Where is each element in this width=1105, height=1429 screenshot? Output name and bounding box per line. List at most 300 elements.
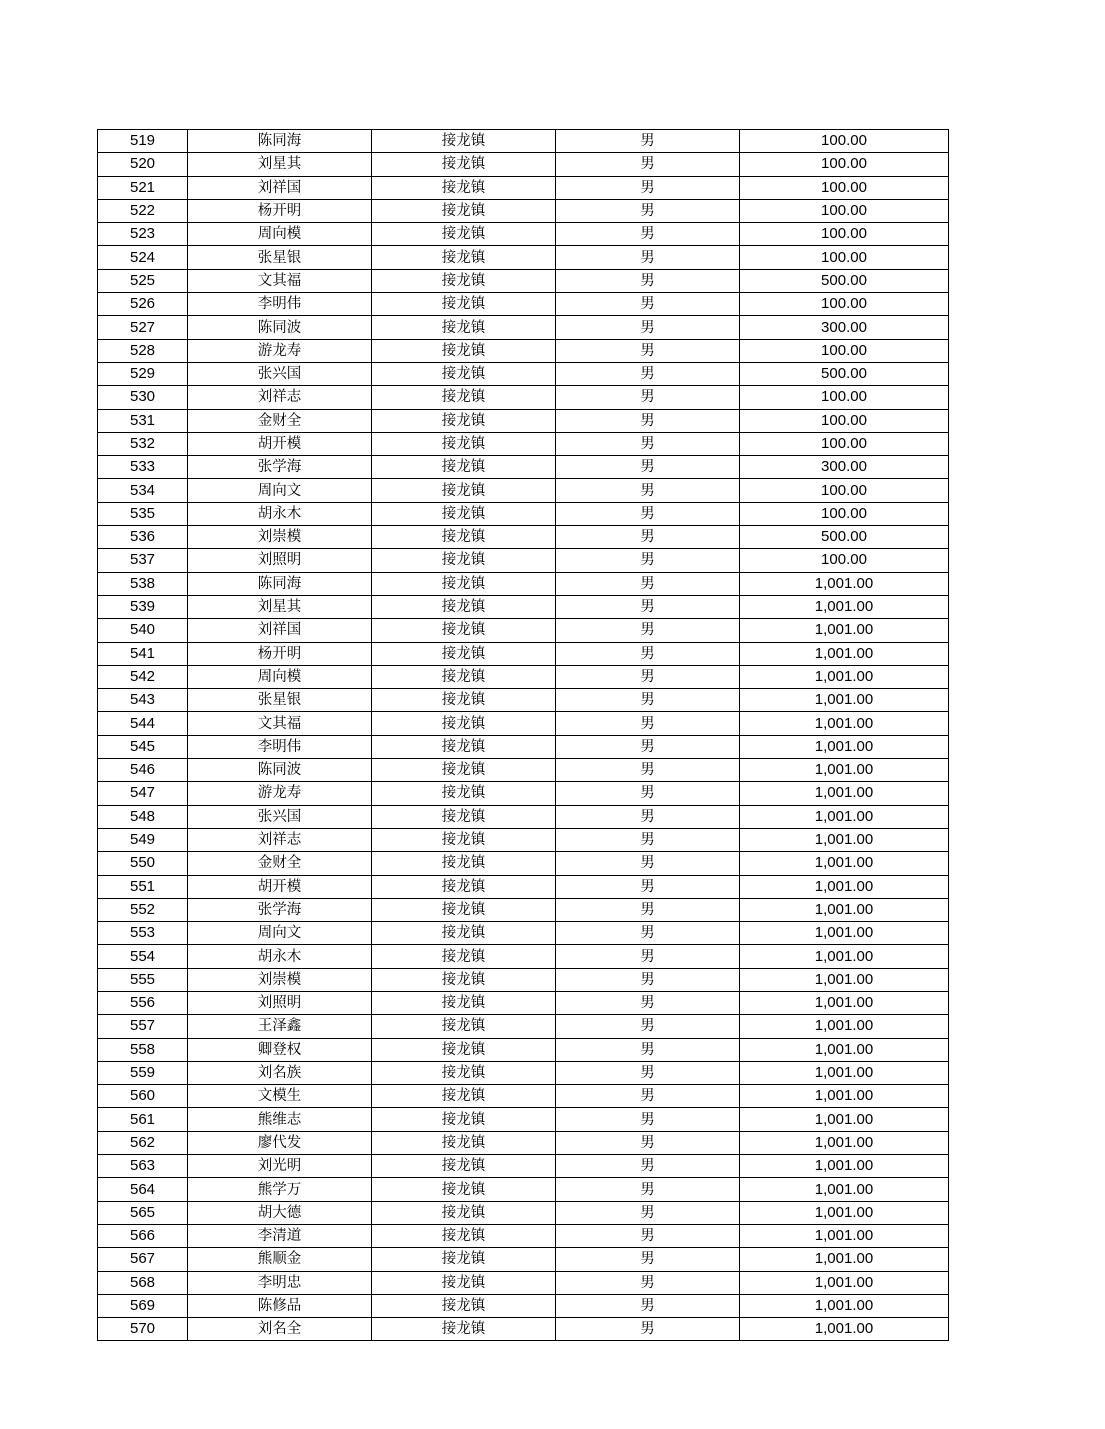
town-cell: 接龙镇 xyxy=(372,875,556,898)
table-row xyxy=(98,1085,949,1108)
town-cell: 接龙镇 xyxy=(372,1224,556,1247)
table-row xyxy=(98,1108,949,1131)
name-cell: 刘祥国 xyxy=(188,619,372,642)
table-row xyxy=(98,689,949,712)
row-number-cell: 564 xyxy=(98,1178,188,1201)
name-cell: 张学海 xyxy=(188,898,372,921)
amount-cell: 1,001.00 xyxy=(740,945,949,968)
name-cell: 刘星其 xyxy=(188,595,372,618)
table-row xyxy=(98,269,949,292)
town-cell: 接龙镇 xyxy=(372,1271,556,1294)
row-number-cell: 522 xyxy=(98,199,188,222)
gender-cell: 男 xyxy=(556,968,740,991)
gender-cell: 男 xyxy=(556,898,740,921)
row-number-cell: 519 xyxy=(98,130,188,153)
gender-cell: 男 xyxy=(556,269,740,292)
amount-cell: 500.00 xyxy=(740,526,949,549)
name-cell: 刘崇模 xyxy=(188,968,372,991)
town-cell: 接龙镇 xyxy=(372,805,556,828)
row-number-cell: 560 xyxy=(98,1085,188,1108)
row-number-cell: 546 xyxy=(98,759,188,782)
amount-cell: 1,001.00 xyxy=(740,1108,949,1131)
town-cell: 接龙镇 xyxy=(372,922,556,945)
name-cell: 陈同波 xyxy=(188,759,372,782)
name-cell: 张星银 xyxy=(188,246,372,269)
gender-cell: 男 xyxy=(556,549,740,572)
row-number-cell: 520 xyxy=(98,153,188,176)
amount-cell: 1,001.00 xyxy=(740,805,949,828)
name-cell: 游龙寿 xyxy=(188,782,372,805)
table-row xyxy=(98,1015,949,1038)
town-cell: 接龙镇 xyxy=(372,1178,556,1201)
name-cell: 胡永木 xyxy=(188,945,372,968)
row-number-cell: 567 xyxy=(98,1248,188,1271)
town-cell: 接龙镇 xyxy=(372,246,556,269)
name-cell: 刘崇模 xyxy=(188,526,372,549)
row-number-cell: 563 xyxy=(98,1155,188,1178)
amount-cell: 1,001.00 xyxy=(740,595,949,618)
name-cell: 陈同海 xyxy=(188,572,372,595)
table-body xyxy=(98,130,949,1341)
gender-cell: 男 xyxy=(556,1178,740,1201)
amount-cell: 1,001.00 xyxy=(740,922,949,945)
row-number-cell: 540 xyxy=(98,619,188,642)
table-row xyxy=(98,293,949,316)
row-number-cell: 534 xyxy=(98,479,188,502)
amount-cell: 1,001.00 xyxy=(740,852,949,875)
gender-cell: 男 xyxy=(556,991,740,1014)
row-number-cell: 524 xyxy=(98,246,188,269)
name-cell: 杨开明 xyxy=(188,642,372,665)
town-cell: 接龙镇 xyxy=(372,456,556,479)
amount-cell: 100.00 xyxy=(740,549,949,572)
row-number-cell: 527 xyxy=(98,316,188,339)
amount-cell: 1,001.00 xyxy=(740,898,949,921)
amount-cell: 1,001.00 xyxy=(740,968,949,991)
amount-cell: 1,001.00 xyxy=(740,1131,949,1154)
name-cell: 李明伟 xyxy=(188,293,372,316)
town-cell: 接龙镇 xyxy=(372,153,556,176)
town-cell: 接龙镇 xyxy=(372,386,556,409)
table-row xyxy=(98,852,949,875)
name-cell: 刘名族 xyxy=(188,1061,372,1084)
town-cell: 接龙镇 xyxy=(372,479,556,502)
amount-cell: 500.00 xyxy=(740,269,949,292)
row-number-cell: 535 xyxy=(98,502,188,525)
town-cell: 接龙镇 xyxy=(372,1061,556,1084)
town-cell: 接龙镇 xyxy=(372,269,556,292)
gender-cell: 男 xyxy=(556,1201,740,1224)
row-number-cell: 556 xyxy=(98,991,188,1014)
amount-cell: 1,001.00 xyxy=(740,735,949,758)
gender-cell: 男 xyxy=(556,502,740,525)
amount-cell: 100.00 xyxy=(740,409,949,432)
town-cell: 接龙镇 xyxy=(372,199,556,222)
name-cell: 张兴国 xyxy=(188,805,372,828)
table-row xyxy=(98,432,949,455)
name-cell: 熊学万 xyxy=(188,1178,372,1201)
gender-cell: 男 xyxy=(556,479,740,502)
table-row xyxy=(98,130,949,153)
gender-cell: 男 xyxy=(556,665,740,688)
town-cell: 接龙镇 xyxy=(372,735,556,758)
name-cell: 文其福 xyxy=(188,269,372,292)
amount-cell: 1,001.00 xyxy=(740,875,949,898)
amount-cell: 500.00 xyxy=(740,362,949,385)
amount-cell: 1,001.00 xyxy=(740,782,949,805)
town-cell: 接龙镇 xyxy=(372,712,556,735)
row-number-cell: 541 xyxy=(98,642,188,665)
town-cell: 接龙镇 xyxy=(372,665,556,688)
table-row xyxy=(98,223,949,246)
table-row xyxy=(98,1294,949,1317)
name-cell: 周向文 xyxy=(188,479,372,502)
town-cell: 接龙镇 xyxy=(372,293,556,316)
gender-cell: 男 xyxy=(556,1061,740,1084)
row-number-cell: 558 xyxy=(98,1038,188,1061)
gender-cell: 男 xyxy=(556,362,740,385)
town-cell: 接龙镇 xyxy=(372,502,556,525)
amount-cell: 100.00 xyxy=(740,479,949,502)
table-row xyxy=(98,735,949,758)
table-row xyxy=(98,549,949,572)
table-row xyxy=(98,502,949,525)
town-cell: 接龙镇 xyxy=(372,1085,556,1108)
gender-cell: 男 xyxy=(556,386,740,409)
town-cell: 接龙镇 xyxy=(372,362,556,385)
row-number-cell: 562 xyxy=(98,1131,188,1154)
gender-cell: 男 xyxy=(556,852,740,875)
table-row xyxy=(98,153,949,176)
town-cell: 接龙镇 xyxy=(372,526,556,549)
table-row xyxy=(98,456,949,479)
row-number-cell: 532 xyxy=(98,432,188,455)
town-cell: 接龙镇 xyxy=(372,619,556,642)
amount-cell: 1,001.00 xyxy=(740,689,949,712)
row-number-cell: 550 xyxy=(98,852,188,875)
name-cell: 刘名全 xyxy=(188,1318,372,1341)
table-row xyxy=(98,526,949,549)
name-cell: 张学海 xyxy=(188,456,372,479)
name-cell: 李明伟 xyxy=(188,735,372,758)
table-row xyxy=(98,1271,949,1294)
row-number-cell: 565 xyxy=(98,1201,188,1224)
amount-cell: 1,001.00 xyxy=(740,1085,949,1108)
gender-cell: 男 xyxy=(556,246,740,269)
table-row xyxy=(98,945,949,968)
row-number-cell: 554 xyxy=(98,945,188,968)
table-row xyxy=(98,362,949,385)
amount-cell: 300.00 xyxy=(740,316,949,339)
name-cell: 杨开明 xyxy=(188,199,372,222)
table-row xyxy=(98,1155,949,1178)
name-cell: 胡开模 xyxy=(188,432,372,455)
name-cell: 陈同海 xyxy=(188,130,372,153)
gender-cell: 男 xyxy=(556,1155,740,1178)
amount-cell: 1,001.00 xyxy=(740,759,949,782)
gender-cell: 男 xyxy=(556,1294,740,1317)
name-cell: 周向模 xyxy=(188,665,372,688)
table-row xyxy=(98,339,949,362)
name-cell: 金财全 xyxy=(188,852,372,875)
table-row xyxy=(98,619,949,642)
name-cell: 刘祥志 xyxy=(188,828,372,851)
amount-cell: 1,001.00 xyxy=(740,1038,949,1061)
table-row xyxy=(98,1178,949,1201)
gender-cell: 男 xyxy=(556,223,740,246)
name-cell: 周向模 xyxy=(188,223,372,246)
name-cell: 游龙寿 xyxy=(188,339,372,362)
gender-cell: 男 xyxy=(556,1248,740,1271)
row-number-cell: 533 xyxy=(98,456,188,479)
name-cell: 卿登权 xyxy=(188,1038,372,1061)
amount-cell: 100.00 xyxy=(740,386,949,409)
row-number-cell: 523 xyxy=(98,223,188,246)
town-cell: 接龙镇 xyxy=(372,1318,556,1341)
table-row xyxy=(98,1131,949,1154)
name-cell: 陈同波 xyxy=(188,316,372,339)
amount-cell: 1,001.00 xyxy=(740,1015,949,1038)
town-cell: 接龙镇 xyxy=(372,828,556,851)
town-cell: 接龙镇 xyxy=(372,898,556,921)
gender-cell: 男 xyxy=(556,293,740,316)
town-cell: 接龙镇 xyxy=(372,316,556,339)
table-row xyxy=(98,1201,949,1224)
name-cell: 胡开模 xyxy=(188,875,372,898)
row-number-cell: 549 xyxy=(98,828,188,851)
name-cell: 胡永木 xyxy=(188,502,372,525)
table-row xyxy=(98,759,949,782)
town-cell: 接龙镇 xyxy=(372,176,556,199)
row-number-cell: 537 xyxy=(98,549,188,572)
amount-cell: 100.00 xyxy=(740,130,949,153)
gender-cell: 男 xyxy=(556,642,740,665)
gender-cell: 男 xyxy=(556,526,740,549)
town-cell: 接龙镇 xyxy=(372,223,556,246)
amount-cell: 1,001.00 xyxy=(740,828,949,851)
table-row xyxy=(98,875,949,898)
table-row xyxy=(98,898,949,921)
gender-cell: 男 xyxy=(556,1271,740,1294)
town-cell: 接龙镇 xyxy=(372,1131,556,1154)
name-cell: 廖代发 xyxy=(188,1131,372,1154)
town-cell: 接龙镇 xyxy=(372,1155,556,1178)
table-row xyxy=(98,968,949,991)
amount-cell: 1,001.00 xyxy=(740,1318,949,1341)
amount-cell: 100.00 xyxy=(740,339,949,362)
name-cell: 王泽鑫 xyxy=(188,1015,372,1038)
table-row xyxy=(98,1061,949,1084)
gender-cell: 男 xyxy=(556,689,740,712)
row-number-cell: 536 xyxy=(98,526,188,549)
table-row xyxy=(98,246,949,269)
gender-cell: 男 xyxy=(556,339,740,362)
town-cell: 接龙镇 xyxy=(372,1108,556,1131)
row-number-cell: 543 xyxy=(98,689,188,712)
name-cell: 张兴国 xyxy=(188,362,372,385)
amount-cell: 1,001.00 xyxy=(740,1224,949,1247)
amount-cell: 1,001.00 xyxy=(740,572,949,595)
row-number-cell: 553 xyxy=(98,922,188,945)
name-cell: 熊顺金 xyxy=(188,1248,372,1271)
name-cell: 金财全 xyxy=(188,409,372,432)
amount-cell: 1,001.00 xyxy=(740,1294,949,1317)
row-number-cell: 568 xyxy=(98,1271,188,1294)
amount-cell: 100.00 xyxy=(740,153,949,176)
amount-cell: 1,001.00 xyxy=(740,1178,949,1201)
town-cell: 接龙镇 xyxy=(372,852,556,875)
row-number-cell: 526 xyxy=(98,293,188,316)
amount-cell: 100.00 xyxy=(740,176,949,199)
name-cell: 周向文 xyxy=(188,922,372,945)
name-cell: 刘星其 xyxy=(188,153,372,176)
row-number-cell: 552 xyxy=(98,898,188,921)
amount-cell: 100.00 xyxy=(740,223,949,246)
row-number-cell: 566 xyxy=(98,1224,188,1247)
town-cell: 接龙镇 xyxy=(372,1294,556,1317)
amount-cell: 1,001.00 xyxy=(740,619,949,642)
table-row xyxy=(98,642,949,665)
amount-cell: 300.00 xyxy=(740,456,949,479)
gender-cell: 男 xyxy=(556,176,740,199)
town-cell: 接龙镇 xyxy=(372,1038,556,1061)
table-row xyxy=(98,479,949,502)
name-cell: 文模生 xyxy=(188,1085,372,1108)
table-row xyxy=(98,409,949,432)
gender-cell: 男 xyxy=(556,805,740,828)
gender-cell: 男 xyxy=(556,199,740,222)
row-number-cell: 544 xyxy=(98,712,188,735)
amount-cell: 1,001.00 xyxy=(740,1155,949,1178)
gender-cell: 男 xyxy=(556,409,740,432)
gender-cell: 男 xyxy=(556,619,740,642)
row-number-cell: 570 xyxy=(98,1318,188,1341)
gender-cell: 男 xyxy=(556,782,740,805)
table-row xyxy=(98,1224,949,1247)
table-row xyxy=(98,922,949,945)
gender-cell: 男 xyxy=(556,456,740,479)
amount-cell: 1,001.00 xyxy=(740,665,949,688)
gender-cell: 男 xyxy=(556,572,740,595)
town-cell: 接龙镇 xyxy=(372,1201,556,1224)
amount-cell: 1,001.00 xyxy=(740,991,949,1014)
town-cell: 接龙镇 xyxy=(372,991,556,1014)
row-number-cell: 551 xyxy=(98,875,188,898)
amount-cell: 100.00 xyxy=(740,199,949,222)
name-cell: 刘光明 xyxy=(188,1155,372,1178)
amount-cell: 1,001.00 xyxy=(740,642,949,665)
gender-cell: 男 xyxy=(556,1015,740,1038)
row-number-cell: 538 xyxy=(98,572,188,595)
row-number-cell: 529 xyxy=(98,362,188,385)
name-cell: 刘照明 xyxy=(188,991,372,1014)
town-cell: 接龙镇 xyxy=(372,595,556,618)
row-number-cell: 530 xyxy=(98,386,188,409)
row-number-cell: 569 xyxy=(98,1294,188,1317)
gender-cell: 男 xyxy=(556,1108,740,1131)
row-number-cell: 525 xyxy=(98,269,188,292)
amount-cell: 1,001.00 xyxy=(740,1061,949,1084)
name-cell: 刘照明 xyxy=(188,549,372,572)
amount-cell: 1,001.00 xyxy=(740,1271,949,1294)
row-number-cell: 557 xyxy=(98,1015,188,1038)
amount-cell: 100.00 xyxy=(740,502,949,525)
amount-cell: 100.00 xyxy=(740,293,949,316)
amount-cell: 100.00 xyxy=(740,246,949,269)
gender-cell: 男 xyxy=(556,828,740,851)
table-row xyxy=(98,386,949,409)
row-number-cell: 545 xyxy=(98,735,188,758)
gender-cell: 男 xyxy=(556,153,740,176)
gender-cell: 男 xyxy=(556,1085,740,1108)
gender-cell: 男 xyxy=(556,595,740,618)
table-row xyxy=(98,991,949,1014)
table-row xyxy=(98,572,949,595)
name-cell: 胡大德 xyxy=(188,1201,372,1224)
town-cell: 接龙镇 xyxy=(372,968,556,991)
town-cell: 接龙镇 xyxy=(372,642,556,665)
town-cell: 接龙镇 xyxy=(372,339,556,362)
town-cell: 接龙镇 xyxy=(372,549,556,572)
town-cell: 接龙镇 xyxy=(372,689,556,712)
table-row xyxy=(98,199,949,222)
town-cell: 接龙镇 xyxy=(372,945,556,968)
table-row xyxy=(98,316,949,339)
row-number-cell: 547 xyxy=(98,782,188,805)
town-cell: 接龙镇 xyxy=(372,432,556,455)
table-row xyxy=(98,805,949,828)
gender-cell: 男 xyxy=(556,1038,740,1061)
gender-cell: 男 xyxy=(556,316,740,339)
town-cell: 接龙镇 xyxy=(372,1015,556,1038)
row-number-cell: 559 xyxy=(98,1061,188,1084)
town-cell: 接龙镇 xyxy=(372,130,556,153)
row-number-cell: 528 xyxy=(98,339,188,362)
amount-cell: 1,001.00 xyxy=(740,1248,949,1271)
gender-cell: 男 xyxy=(556,922,740,945)
table-row xyxy=(98,712,949,735)
name-cell: 刘祥国 xyxy=(188,176,372,199)
row-number-cell: 531 xyxy=(98,409,188,432)
table-row xyxy=(98,1038,949,1061)
data-table xyxy=(97,129,949,1341)
row-number-cell: 542 xyxy=(98,665,188,688)
table-row xyxy=(98,1248,949,1271)
gender-cell: 男 xyxy=(556,1224,740,1247)
row-number-cell: 521 xyxy=(98,176,188,199)
row-number-cell: 561 xyxy=(98,1108,188,1131)
row-number-cell: 548 xyxy=(98,805,188,828)
row-number-cell: 555 xyxy=(98,968,188,991)
gender-cell: 男 xyxy=(556,130,740,153)
name-cell: 文其福 xyxy=(188,712,372,735)
name-cell: 熊维志 xyxy=(188,1108,372,1131)
gender-cell: 男 xyxy=(556,1131,740,1154)
town-cell: 接龙镇 xyxy=(372,409,556,432)
gender-cell: 男 xyxy=(556,875,740,898)
table-row xyxy=(98,1318,949,1341)
table-row xyxy=(98,828,949,851)
name-cell: 刘祥志 xyxy=(188,386,372,409)
gender-cell: 男 xyxy=(556,759,740,782)
name-cell: 陈修品 xyxy=(188,1294,372,1317)
table-row xyxy=(98,665,949,688)
name-cell: 李明忠 xyxy=(188,1271,372,1294)
row-number-cell: 539 xyxy=(98,595,188,618)
amount-cell: 1,001.00 xyxy=(740,1201,949,1224)
name-cell: 张星银 xyxy=(188,689,372,712)
town-cell: 接龙镇 xyxy=(372,572,556,595)
